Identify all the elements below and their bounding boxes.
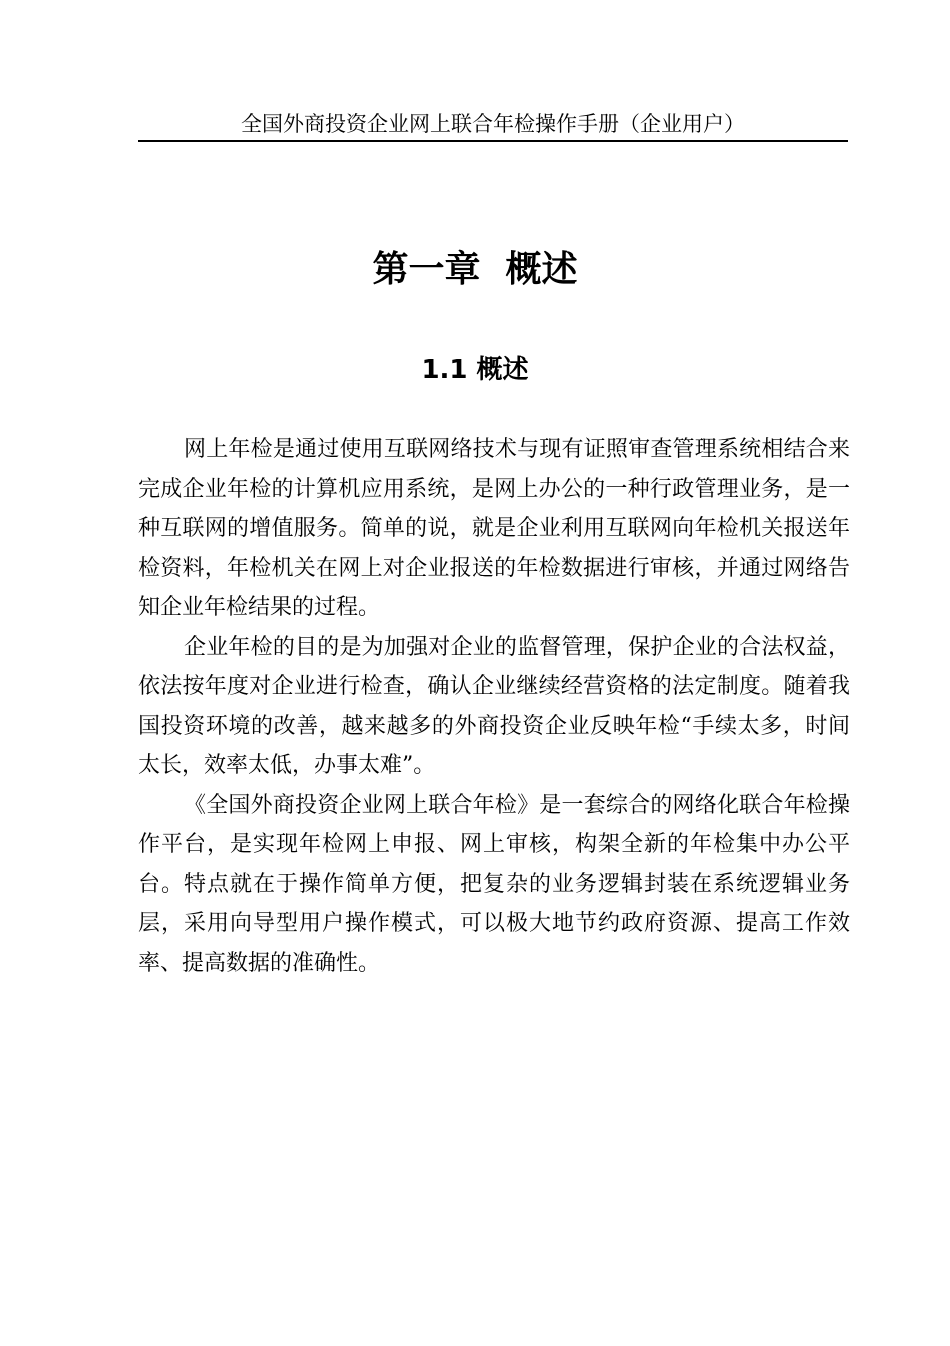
- chapter-title: 第一章 概述: [372, 249, 578, 290]
- page-header: [138, 110, 848, 142]
- paragraph: 网上年检是通过使用互联网络技术与现有证照审查管理系统相结合来完成企业年检的计算机应用系统，是网上办公的一种行政管理业务，是一种互联网的增值服务。简单的说，就是企业利用互联网向年检机关报送年检资料，年检机关在网上对企业报送的年检数据进行审核，并通过网络告知企业年检结果的过程。: [138, 437, 850, 620]
- document-title: 全国外商投资企业网上联合年检操作手册（企业用户）: [241, 112, 745, 136]
- section-title: 1.1 概述: [421, 355, 529, 385]
- paragraph: 企业年检的目的是为加强对企业的监督管理，保护企业的合法权益，依法按年度对企业进行检查，确认企业继续经营资格的法定制度。随着我国投资环境的改善，越来越多的外商投资企业反映年检“手续太多，时间太长，效率太低，办事太难”。: [138, 634, 850, 778]
- body-text: [138, 430, 850, 983]
- paragraph: 《全国外商投资企业网上联合年检》是一套综合的网络化联合年检操作平台，是实现年检网上申报、网上审核，构架全新的年检集中办公平台。特点就在于操作简单方便，把复杂的业务逻辑封装在系统逻辑业务层，采用向导型用户操作模式，可以极大地节约政府资源、提高工作效率、提高数据的准确性。: [138, 792, 850, 976]
